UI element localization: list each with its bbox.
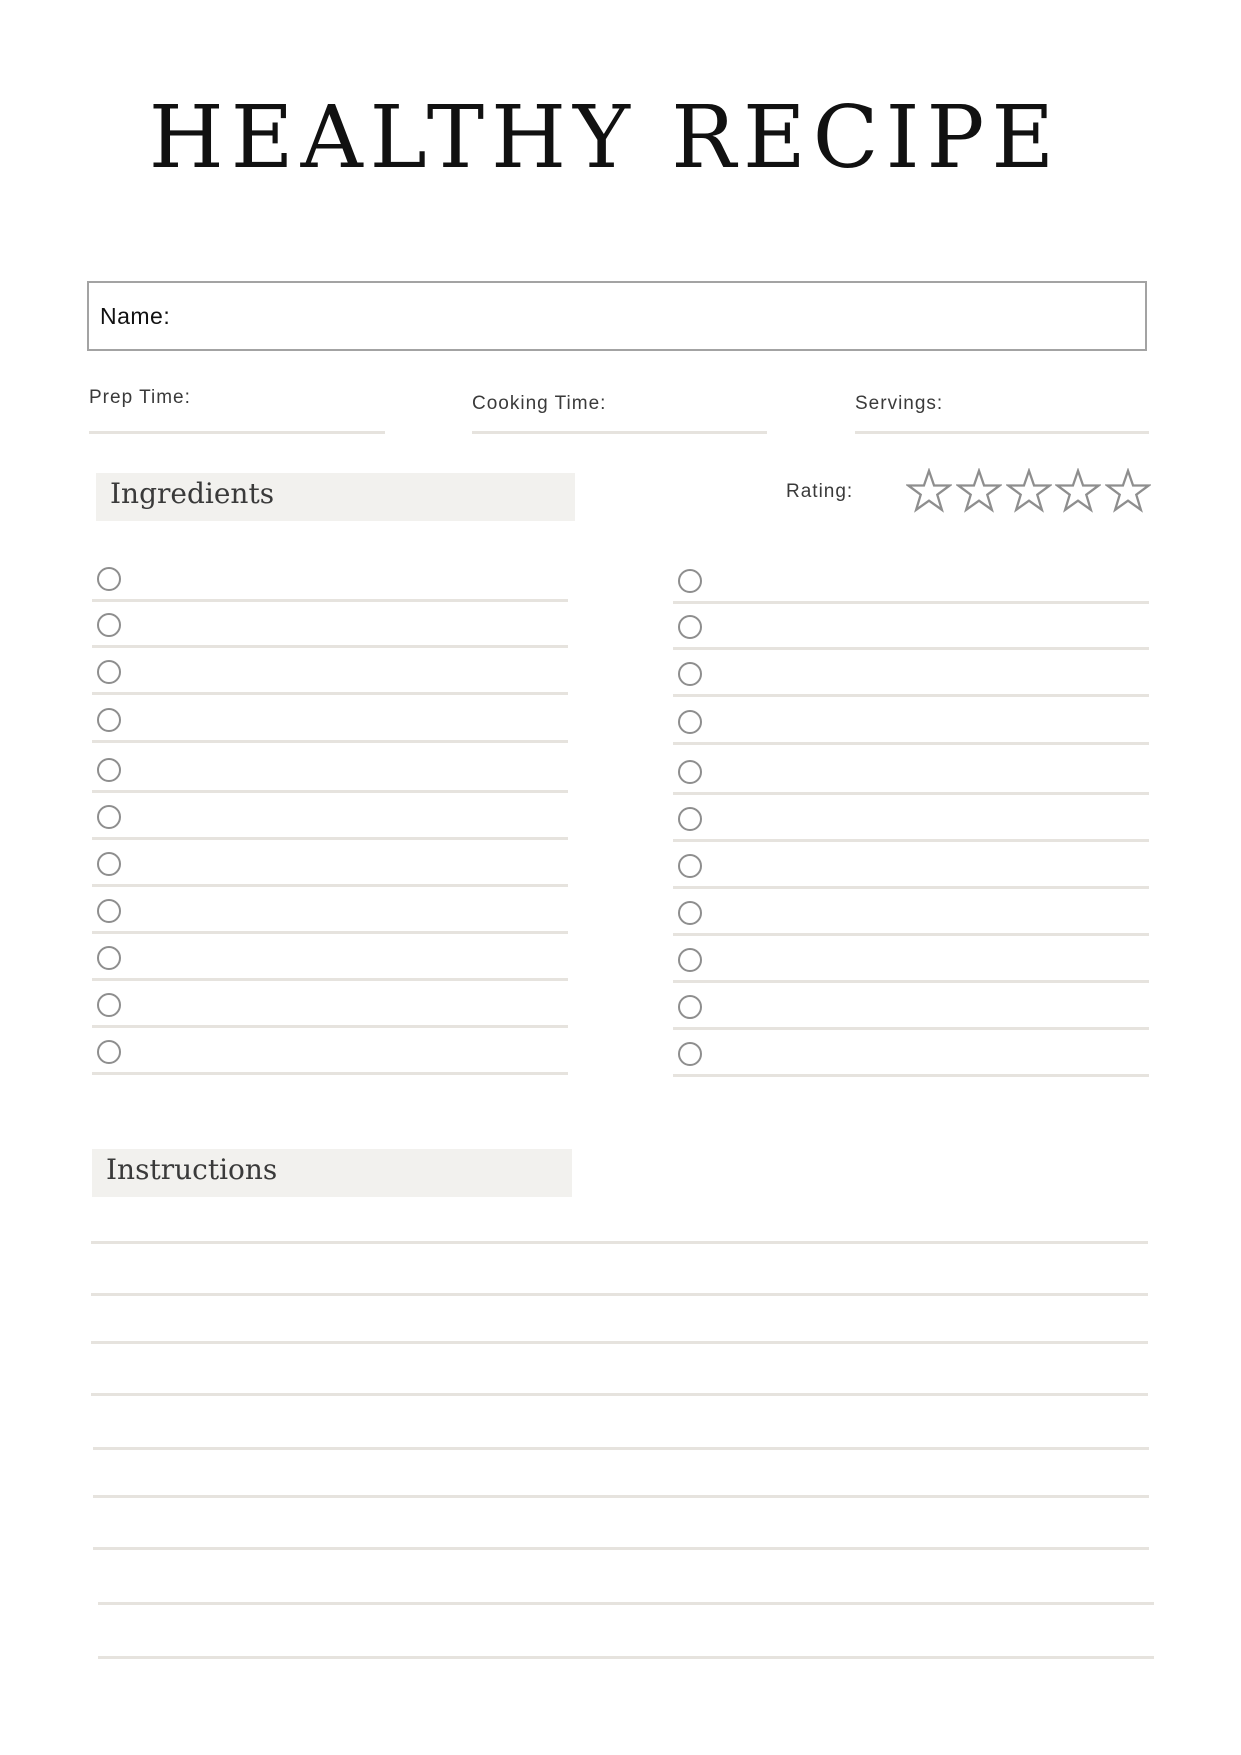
ingredient-row[interactable]	[92, 887, 568, 934]
star-icon[interactable]	[956, 468, 1002, 514]
cooking-time-field[interactable]	[472, 431, 767, 434]
star-icon[interactable]	[906, 468, 952, 514]
ingredient-line	[673, 694, 1149, 697]
checkbox-circle-icon[interactable]	[678, 662, 702, 686]
cooking-time-label: Cooking Time:	[472, 393, 607, 414]
name-field[interactable]	[87, 281, 1147, 351]
checkbox-circle-icon[interactable]	[678, 948, 702, 972]
instruction-line[interactable]	[91, 1293, 1148, 1296]
ingredient-row[interactable]	[92, 746, 568, 793]
instruction-line[interactable]	[93, 1447, 1149, 1450]
checkbox-circle-icon[interactable]	[97, 708, 121, 732]
ingredient-row[interactable]	[92, 555, 568, 602]
ingredient-row[interactable]	[673, 1030, 1149, 1077]
checkbox-circle-icon[interactable]	[97, 758, 121, 782]
checkbox-circle-icon[interactable]	[678, 807, 702, 831]
prep-time-label: Prep Time:	[89, 387, 191, 408]
servings-label: Servings:	[855, 393, 944, 414]
ingredient-line	[92, 692, 568, 695]
ingredient-row[interactable]	[673, 603, 1149, 650]
prep-time-field[interactable]	[89, 431, 385, 434]
checkbox-circle-icon[interactable]	[97, 613, 121, 637]
ingredient-row[interactable]	[92, 1028, 568, 1075]
ingredients-heading-box	[96, 473, 575, 521]
ingredient-row[interactable]	[92, 601, 568, 648]
instruction-line[interactable]	[91, 1341, 1148, 1344]
ingredient-row[interactable]	[92, 696, 568, 743]
checkbox-circle-icon[interactable]	[97, 993, 121, 1017]
checkbox-circle-icon[interactable]	[678, 710, 702, 734]
ingredients-heading: Ingredients	[110, 477, 275, 510]
checkbox-circle-icon[interactable]	[678, 995, 702, 1019]
ingredient-line	[92, 1072, 568, 1075]
instruction-line[interactable]	[91, 1393, 1148, 1396]
name-label: Name:	[100, 303, 171, 329]
checkbox-circle-icon[interactable]	[97, 660, 121, 684]
page-title: HEALTHY RECIPE	[148, 88, 1062, 188]
instruction-line[interactable]	[98, 1656, 1154, 1659]
ingredient-row[interactable]	[673, 889, 1149, 936]
ingredient-row[interactable]	[673, 795, 1149, 842]
ingredient-row[interactable]	[92, 981, 568, 1028]
rating-label: Rating:	[786, 481, 854, 502]
rating-stars[interactable]	[906, 468, 1151, 516]
instruction-line[interactable]	[98, 1602, 1154, 1605]
instructions-heading-box	[92, 1149, 572, 1197]
instruction-line[interactable]	[91, 1241, 1148, 1244]
ingredient-row[interactable]	[92, 793, 568, 840]
ingredient-row[interactable]	[673, 936, 1149, 983]
checkbox-circle-icon[interactable]	[97, 567, 121, 591]
ingredient-row[interactable]	[673, 698, 1149, 745]
ingredient-line	[673, 1074, 1149, 1077]
star-icon[interactable]	[1006, 468, 1052, 514]
checkbox-circle-icon[interactable]	[678, 1042, 702, 1066]
checkbox-circle-icon[interactable]	[678, 615, 702, 639]
instructions-heading: Instructions	[106, 1153, 278, 1186]
checkbox-circle-icon[interactable]	[678, 901, 702, 925]
ingredient-row[interactable]	[92, 648, 568, 695]
checkbox-circle-icon[interactable]	[97, 899, 121, 923]
ingredient-row[interactable]	[673, 650, 1149, 697]
checkbox-circle-icon[interactable]	[97, 946, 121, 970]
ingredient-line	[92, 740, 568, 743]
ingredient-row[interactable]	[673, 557, 1149, 604]
ingredient-row[interactable]	[92, 934, 568, 981]
instruction-line[interactable]	[93, 1495, 1149, 1498]
ingredient-line	[673, 742, 1149, 745]
star-icon[interactable]	[1105, 468, 1151, 514]
star-icon[interactable]	[1055, 468, 1101, 514]
checkbox-circle-icon[interactable]	[97, 1040, 121, 1064]
servings-field[interactable]	[855, 431, 1149, 434]
checkbox-circle-icon[interactable]	[97, 852, 121, 876]
checkbox-circle-icon[interactable]	[97, 805, 121, 829]
ingredient-row[interactable]	[673, 983, 1149, 1030]
ingredient-row[interactable]	[673, 842, 1149, 889]
ingredient-row[interactable]	[92, 840, 568, 887]
checkbox-circle-icon[interactable]	[678, 854, 702, 878]
ingredient-row[interactable]	[673, 748, 1149, 795]
instruction-line[interactable]	[93, 1547, 1149, 1550]
checkbox-circle-icon[interactable]	[678, 569, 702, 593]
checkbox-circle-icon[interactable]	[678, 760, 702, 784]
